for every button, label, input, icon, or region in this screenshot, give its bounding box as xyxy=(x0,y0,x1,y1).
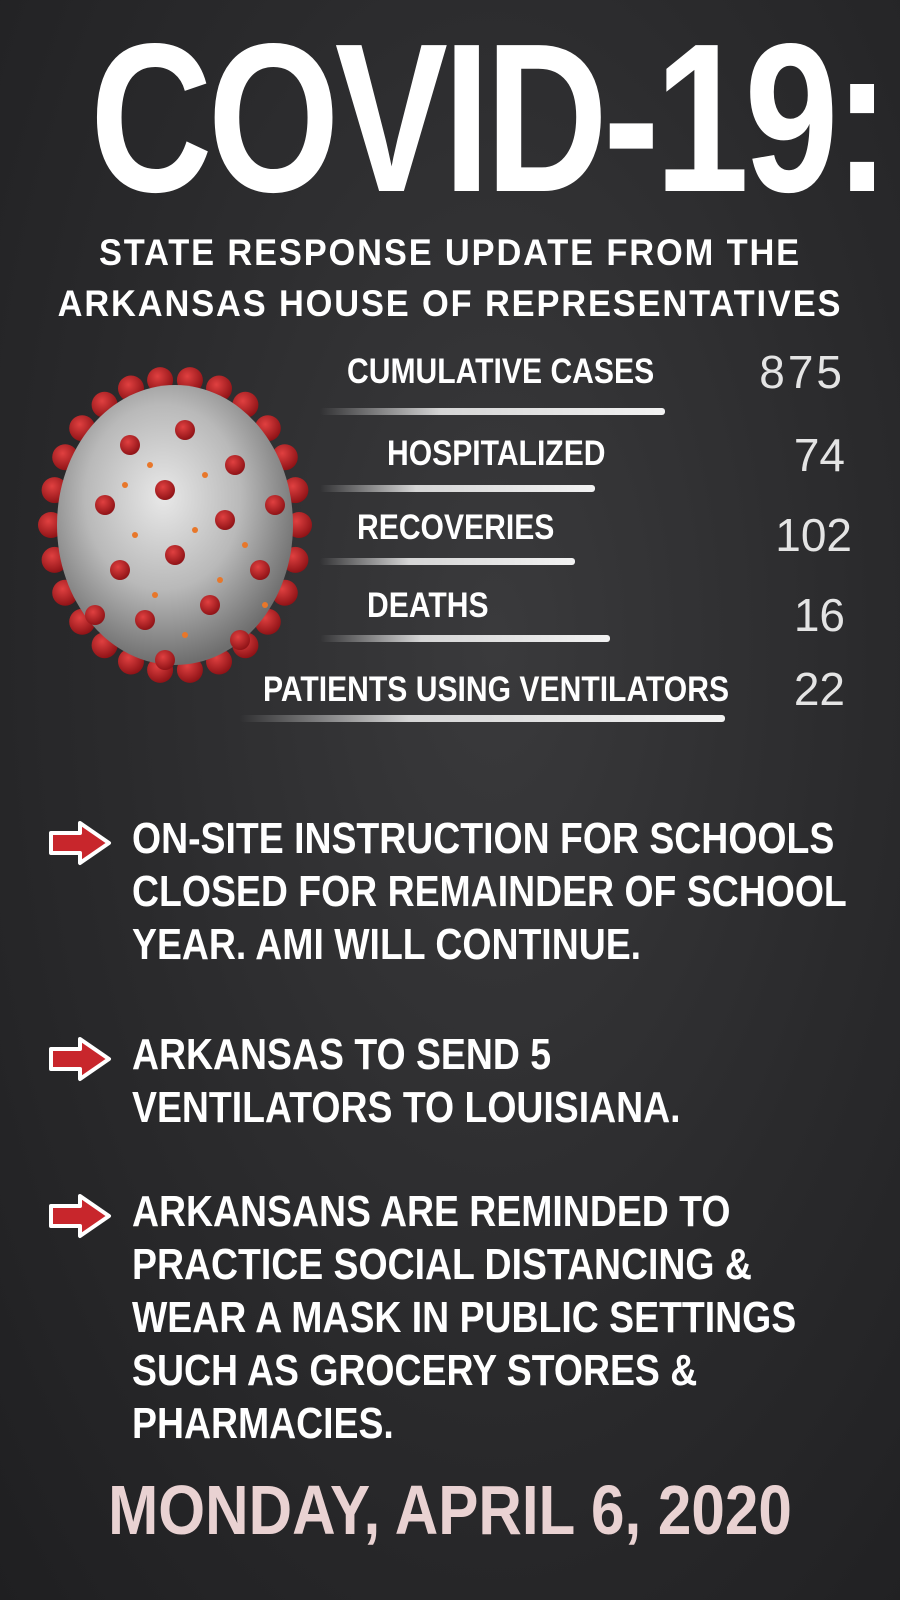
stat-value: 102 xyxy=(775,509,852,561)
update-line: SUCH AS GROCERY STORES & xyxy=(132,1346,698,1395)
update-line: PRACTICE SOCIAL DISTANCING & xyxy=(132,1240,752,1289)
update-line: YEAR. AMI WILL CONTINUE. xyxy=(132,920,642,969)
update-line: ARKANSANS ARE REMINDED TO xyxy=(132,1187,731,1236)
divider-bar xyxy=(320,408,665,415)
stat-label: DEATHS xyxy=(367,586,489,625)
update-line: ARKANSAS TO SEND 5 xyxy=(132,1030,552,1079)
update-line: CLOSED FOR REMAINDER OF SCHOOL xyxy=(132,867,847,916)
stat-value: 74 xyxy=(793,429,845,481)
stat-value: 16 xyxy=(793,589,845,641)
stat-value: 875 xyxy=(759,346,845,398)
stat-label: HOSPITALIZED xyxy=(387,434,606,473)
stat-value: 22 xyxy=(793,663,845,715)
red-arrow-icon xyxy=(48,1193,112,1239)
divider-bar xyxy=(320,485,595,492)
red-arrow-icon xyxy=(48,820,112,866)
update-line: VENTILATORS TO LOUISIANA. xyxy=(132,1083,681,1132)
stat-label: CUMULATIVE CASES xyxy=(347,352,655,391)
page-title: COVID-19: xyxy=(90,0,886,236)
stat-label: RECOVERIES xyxy=(357,508,555,547)
update-line: WEAR A MASK IN PUBLIC SETTINGS xyxy=(132,1293,797,1342)
stat-label: PATIENTS USING VENTILATORS xyxy=(263,670,730,709)
divider-bar xyxy=(320,635,610,642)
subtitle-line-1: STATE RESPONSE UPDATE FROM THE xyxy=(98,232,801,273)
update-line: PHARMACIES. xyxy=(132,1399,394,1448)
red-arrow-icon xyxy=(48,1036,112,1082)
divider-bar xyxy=(240,715,725,722)
coronavirus-icon xyxy=(35,355,315,695)
update-line: ON-SITE INSTRUCTION FOR SCHOOLS xyxy=(132,814,835,863)
divider-bar xyxy=(320,558,575,565)
subtitle-line-2: ARKANSAS HOUSE OF REPRESENTATIVES xyxy=(57,283,843,324)
report-date: MONDAY, APRIL 6, 2020 xyxy=(108,1471,792,1549)
